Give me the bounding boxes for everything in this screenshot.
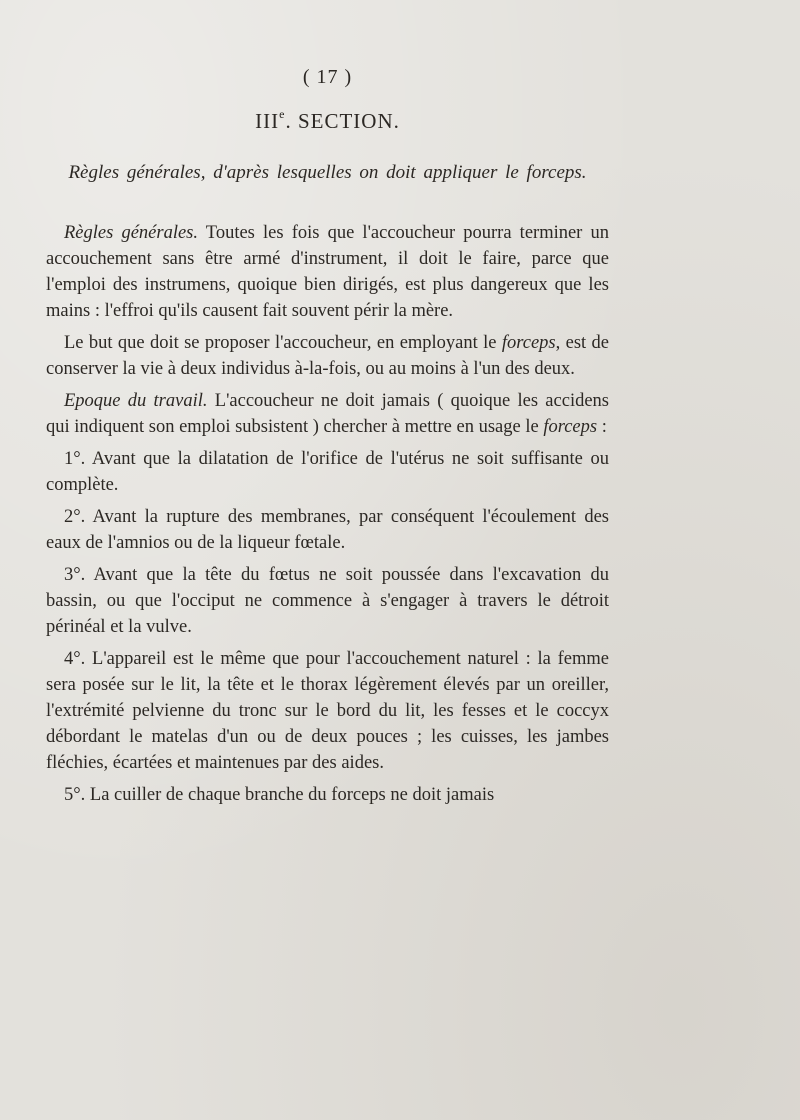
section-numeral-suffix: e <box>279 107 286 121</box>
page-number: ( 17 ) <box>302 66 353 88</box>
paragraph-regles-generales <box>46 220 609 324</box>
paragraph-text: , est de conserver la vie à deux individus à-la-fois, ou au moins à l'un des deux. <box>46 333 609 379</box>
book-page <box>46 66 609 814</box>
list-item-2: 2°. Avant la rupture des membranes, par conséquent l'écoulement des eaux de l'amnios ou de la liqueur fœtale. <box>46 507 609 553</box>
paragraph-text: Le but que doit se proposer l'accoucheur, en employant le <box>64 333 502 353</box>
paragraph-epoque-du-travail <box>46 388 609 440</box>
list-item-1: 1°. Avant que la dilatation de l'orifice de l'utérus ne soit suffisante ou complète. <box>46 449 609 495</box>
forceps-term: forceps <box>543 417 598 437</box>
forceps-term: forceps <box>501 333 556 353</box>
section-label: . SECTION. <box>285 109 400 133</box>
paragraph-text: Toutes les fois que l'accoucheur pourra terminer un accouchement sans être armé d'instrument, il doit le faire, parce que l'emploi des instrumens, quoique bien dirigés, est plus dangereux que les mains : l'effroi qu'ils causent fait souvent périr la mère. <box>46 223 609 321</box>
section-title <box>46 109 609 134</box>
paragraph-text: L'accoucheur ne doit jamais ( quoique les accidens qui indiquent son emploi subsistent ) chercher à mettre en usage le <box>46 391 609 437</box>
list-item-5: 5°. La cuiller de chaque branche du forceps ne doit jamais <box>64 785 495 805</box>
paragraph-but <box>46 330 609 382</box>
section-numeral: III <box>255 109 280 133</box>
list-item-4: 4°. L'appareil est le même que pour l'accouchement naturel : la femme sera posée sur le lit, la tête et le thorax légèrement élevés par un oreiller, l'extrémité pelvienne du tronc sur le bord du lit, les fesses et le coccyx débordant le matelas d'un ou de deux pouces ; les cuisses, les jambes fléchies, écartées et maintenues par des aides. <box>46 649 609 773</box>
list-item-3: 3°. Avant que la tête du fœtus ne soit poussée dans l'excavation du bassin, ou que l'occiput ne commence à s'engager à travers le détroit périnéal et la vulve. <box>46 565 609 637</box>
paragraph-lead: Epoque du travail. <box>64 391 208 411</box>
paragraph-text: : <box>597 417 607 437</box>
section-subtitle: Règles générales, d'après lesquelles on doit appliquer le forceps. <box>68 162 587 183</box>
paragraph-lead: Règles générales. <box>64 223 198 243</box>
